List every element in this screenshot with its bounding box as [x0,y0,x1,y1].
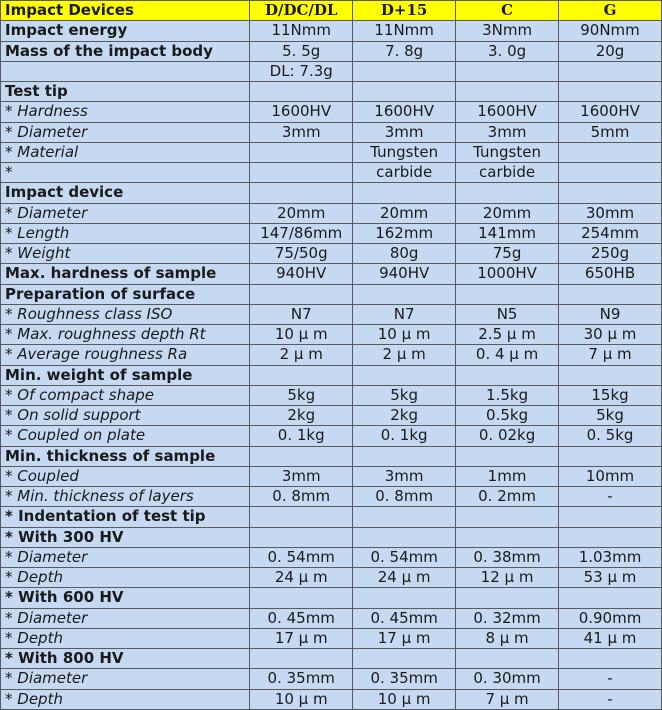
row-value: 0. 45mm [353,609,455,628]
row-value: N7 [353,305,455,324]
row-value [456,366,558,385]
table-row [1,649,661,668]
row-value: 30 μ m [559,325,661,344]
row-value: 20g [559,42,661,61]
row-value: 940HV [353,264,455,283]
row-value: 12 μ m [456,568,558,587]
table-row [1,345,661,364]
table-row [1,224,661,243]
row-value: 0. 8mm [250,487,352,506]
row-value: 90Nmm [559,21,661,40]
row-value [353,82,455,101]
row-value: 75/50g [250,244,352,263]
row-value: 141mm [456,224,558,243]
header-col-c: C [456,1,558,20]
row-value: 0. 35mm [250,669,352,688]
row-value: 0. 02kg [456,426,558,445]
row-value: 10 μ m [250,325,352,344]
row-label: * With 600 HV [1,588,249,607]
row-value: 10 μ m [353,690,455,710]
row-label: * Weight [1,244,249,263]
row-value [250,183,352,202]
table-row [1,386,661,405]
row-value: 10 μ m [250,690,352,710]
row-value [353,62,455,81]
row-value [250,143,352,162]
table-row [1,204,661,223]
row-label: * Diameter [1,204,249,223]
row-value: - [559,690,661,710]
row-label: * Diameter [1,609,249,628]
row-value: N7 [250,305,352,324]
header-col-d15: D+15 [353,1,455,20]
row-value: 0.5kg [456,406,558,425]
table-row [1,21,661,40]
header-row [1,1,661,20]
row-value [353,183,455,202]
table-row [1,183,661,202]
row-value: 0. 1kg [353,426,455,445]
row-value: carbide [353,163,455,182]
row-value [559,163,661,182]
row-value: 15kg [559,386,661,405]
row-value: 0. 8mm [353,487,455,506]
table-row [1,548,661,567]
row-value: 2 μ m [353,345,455,364]
row-value: 10mm [559,467,661,486]
row-value [250,163,352,182]
table-row [1,285,661,304]
row-value: 1600HV [456,102,558,121]
row-value: 2 μ m [250,345,352,364]
row-value: 41 μ m [559,629,661,648]
row-value: Tungsten [456,143,558,162]
row-value: 1600HV [250,102,352,121]
row-label: Preparation of surface [1,285,249,304]
row-label: Min. thickness of sample [1,447,249,466]
row-value: 0. 54mm [353,548,455,567]
table-row [1,669,661,688]
row-value [456,447,558,466]
row-value: - [559,487,661,506]
row-value: 3. 0g [456,42,558,61]
row-value: 5mm [559,123,661,142]
row-label: Test tip [1,82,249,101]
row-value: 0. 54mm [250,548,352,567]
row-value: 0. 45mm [250,609,352,628]
row-value: 20mm [456,204,558,223]
row-value: 2.5 μ m [456,325,558,344]
row-value: 5. 5g [250,42,352,61]
row-value: 11Nmm [353,21,455,40]
row-value: 30mm [559,204,661,223]
row-value [456,507,558,526]
row-value: 3mm [250,123,352,142]
row-value: 0. 2mm [456,487,558,506]
row-value: Tungsten [353,143,455,162]
row-value: 940HV [250,264,352,283]
row-value [456,649,558,668]
row-value [353,588,455,607]
table-row [1,143,661,162]
table-row [1,507,661,526]
row-value [559,285,661,304]
table-row [1,305,661,324]
row-value: 0. 32mm [456,609,558,628]
row-value [456,183,558,202]
row-label: * [1,163,249,182]
row-value [456,82,558,101]
row-label: * Depth [1,629,249,648]
row-value: 2kg [353,406,455,425]
row-label: * Depth [1,690,249,710]
row-value: 0. 1kg [250,426,352,445]
row-value [353,649,455,668]
table-row [1,629,661,648]
row-value: carbide [456,163,558,182]
header-col-d-dc-dl: D/DC/DL [250,1,352,20]
row-value: 0. 38mm [456,548,558,567]
table-row [1,467,661,486]
row-label: * Length [1,224,249,243]
row-value: 17 μ m [353,629,455,648]
row-value [456,528,558,547]
row-value: 2kg [250,406,352,425]
row-value: 53 μ m [559,568,661,587]
table-row [1,62,661,81]
row-value [559,183,661,202]
table-row [1,568,661,587]
row-label: * Coupled on plate [1,426,249,445]
row-label: Max. hardness of sample [1,264,249,283]
row-value [559,528,661,547]
table-row [1,244,661,263]
table-row [1,325,661,344]
row-value [250,507,352,526]
row-value [559,82,661,101]
row-value [250,649,352,668]
row-value [250,528,352,547]
row-label: * Roughness class ISO [1,305,249,324]
table-row [1,264,661,283]
row-value [250,82,352,101]
row-value [559,62,661,81]
row-label: * Min. thickness of layers [1,487,249,506]
table-row [1,609,661,628]
row-value: 1mm [456,467,558,486]
row-value: 0. 30mm [456,669,558,688]
row-label: * Average roughness Ra [1,345,249,364]
table-row [1,163,661,182]
row-value: 1600HV [559,102,661,121]
row-value: 0.90mm [559,609,661,628]
table-row [1,487,661,506]
row-value: 17 μ m [250,629,352,648]
row-value [353,507,455,526]
row-value [250,588,352,607]
row-value: 254mm [559,224,661,243]
row-value: 147/86mm [250,224,352,243]
row-value: DL: 7.3g [250,62,352,81]
row-label: * Indentation of test tip [1,507,249,526]
row-value: 20mm [353,204,455,223]
row-value [559,507,661,526]
row-value: 3mm [353,467,455,486]
row-value [353,528,455,547]
row-value: 20mm [250,204,352,223]
table-row [1,588,661,607]
row-label: * With 800 HV [1,649,249,668]
row-value [250,447,352,466]
row-value: 650HB [559,264,661,283]
row-value: 0. 5kg [559,426,661,445]
row-value: 0. 4 μ m [456,345,558,364]
row-value: 7. 8g [353,42,455,61]
row-value [559,447,661,466]
table-row [1,426,661,445]
row-value: 1.03mm [559,548,661,567]
row-value [250,366,352,385]
row-value: 7 μ m [456,690,558,710]
row-value [456,62,558,81]
table-row [1,123,661,142]
row-value: 1.5kg [456,386,558,405]
row-value: 5kg [559,406,661,425]
table-row [1,82,661,101]
row-value: 5kg [353,386,455,405]
row-label [1,62,249,81]
row-label: * Material [1,143,249,162]
table-row [1,42,661,61]
row-label: * Max. roughness depth Rt [1,325,249,344]
header-label: Impact Devices [1,1,249,20]
row-value: 24 μ m [250,568,352,587]
row-label: * Diameter [1,123,249,142]
row-value: 11Nmm [250,21,352,40]
row-value [353,285,455,304]
row-value [456,588,558,607]
row-label: * With 300 HV [1,528,249,547]
row-value: 10 μ m [353,325,455,344]
row-value [559,588,661,607]
row-label: * Of compact shape [1,386,249,405]
row-value: 5kg [250,386,352,405]
row-value: 0. 35mm [353,669,455,688]
table-row [1,102,661,121]
row-value: 80g [353,244,455,263]
row-value: 3mm [250,467,352,486]
row-label: * Hardness [1,102,249,121]
table-row [1,406,661,425]
table-row [1,366,661,385]
row-value: - [559,669,661,688]
row-value [456,285,558,304]
row-label: * Coupled [1,467,249,486]
table-row [1,690,661,710]
row-value: 75g [456,244,558,263]
row-value [353,366,455,385]
row-value: 1600HV [353,102,455,121]
header-col-g: G [559,1,661,20]
row-value: 3Nmm [456,21,558,40]
row-value [559,143,661,162]
table-row [1,447,661,466]
row-value: 1000HV [456,264,558,283]
row-value: N9 [559,305,661,324]
row-value [353,447,455,466]
row-value: 162mm [353,224,455,243]
row-label: * Depth [1,568,249,587]
row-value [559,366,661,385]
row-label: Mass of the impact body [1,42,249,61]
row-value: 7 μ m [559,345,661,364]
row-label: Impact energy [1,21,249,40]
row-label: * Diameter [1,669,249,688]
row-value: 3mm [353,123,455,142]
table-row [1,528,661,547]
row-value: 8 μ m [456,629,558,648]
row-value [250,285,352,304]
row-value: N5 [456,305,558,324]
row-label: Min. weight of sample [1,366,249,385]
row-value [559,649,661,668]
row-value: 250g [559,244,661,263]
row-label: Impact device [1,183,249,202]
row-label: * On solid support [1,406,249,425]
row-value: 24 μ m [353,568,455,587]
row-label: * Diameter [1,548,249,567]
row-value: 3mm [456,123,558,142]
table-body [1,1,661,709]
